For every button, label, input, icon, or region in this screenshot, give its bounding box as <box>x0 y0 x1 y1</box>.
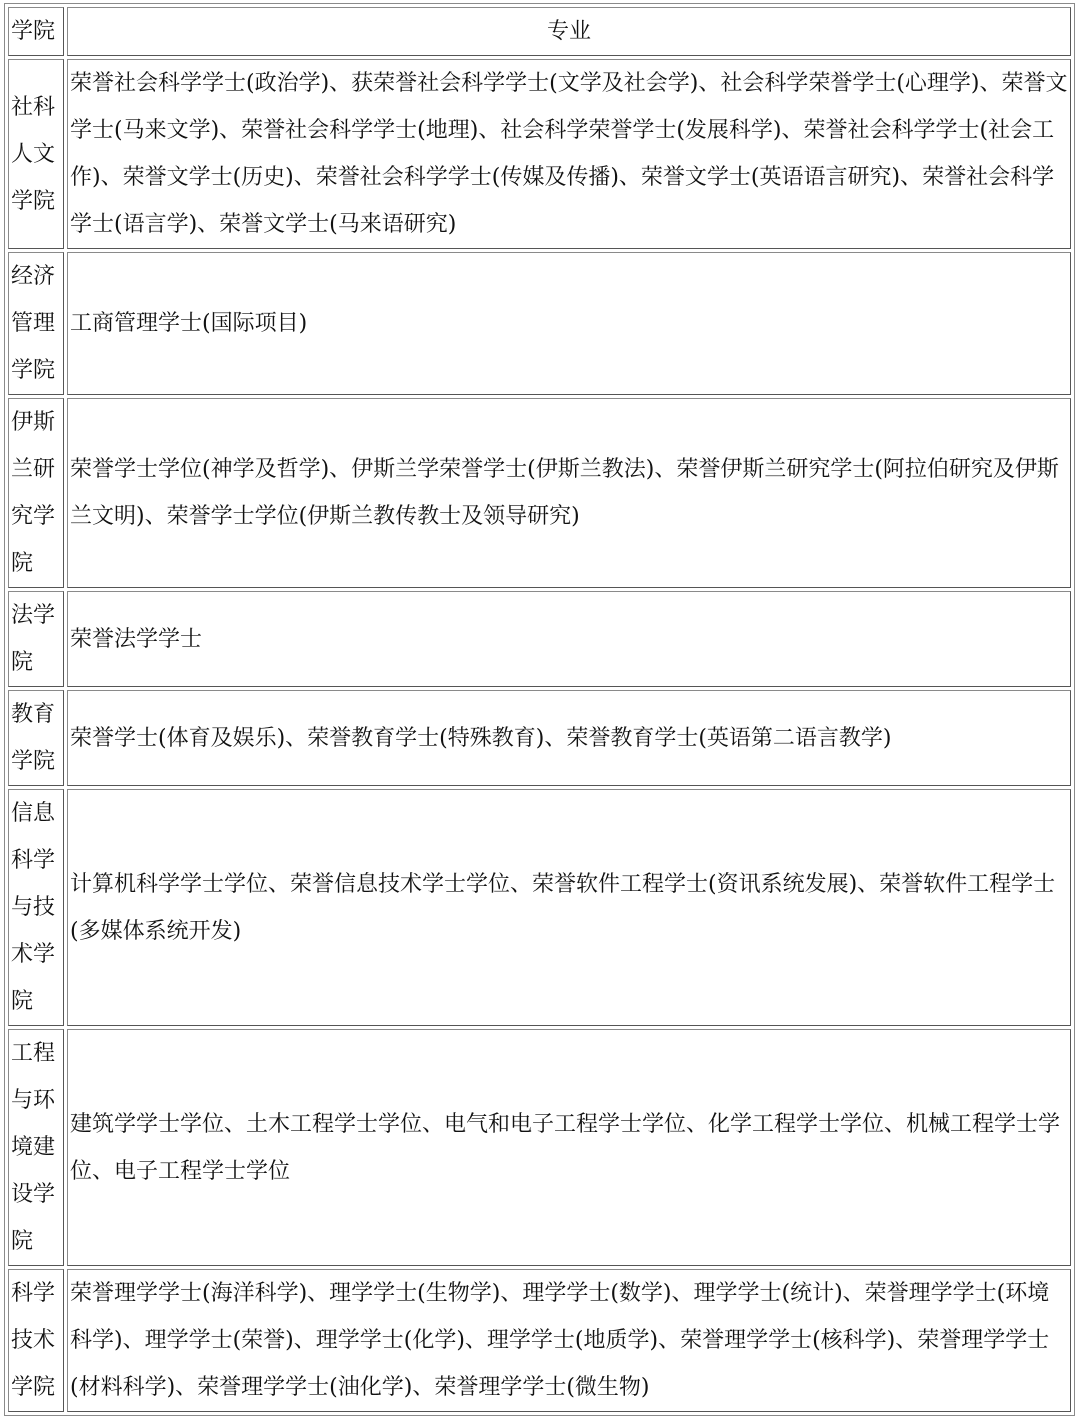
major-list: 建筑学学士学位、土木工程学士学位、电气和电子工程学士学位、化学工程学士学位、机械工程学士学位、电子工程学士学位 <box>67 1029 1071 1266</box>
major-list: 计算机科学学士学位、荣誉信息技术学士学位、荣誉软件工程学士(资讯系统发展)、荣誉软件工程学士(多媒体系统开发) <box>67 789 1071 1026</box>
table-row <box>8 789 1071 1026</box>
major-column-header: 专业 <box>67 7 1071 56</box>
major-list: 荣誉学士学位(神学及哲学)、伊斯兰学荣誉学士(伊斯兰教法)、荣誉伊斯兰研究学士(阿拉伯研究及伊斯兰文明)、荣誉学士学位(伊斯兰教传教士及领导研究) <box>67 398 1071 588</box>
table-row <box>8 398 1071 588</box>
table-row <box>8 59 1071 249</box>
college-name: 法学院 <box>8 591 64 687</box>
table-header-row <box>8 7 1071 56</box>
college-name: 教育学院 <box>8 690 64 786</box>
major-list: 荣誉法学学士 <box>67 591 1071 687</box>
college-name: 经济管理学院 <box>8 252 64 395</box>
major-list: 工商管理学士(国际项目) <box>67 252 1071 395</box>
college-column-header: 学院 <box>8 7 64 56</box>
college-name: 工程与环境建设学院 <box>8 1029 64 1266</box>
table-row <box>8 690 1071 786</box>
major-list: 荣誉社会科学学士(政治学)、获荣誉社会科学学士(文学及社会学)、社会科学荣誉学士(心理学)、荣誉文学士(马来文学)、荣誉社会科学学士(地理)、社会科学荣誉学士(发展科学)、荣誉社会科学学士(社会工作)、荣誉文学士(历史)、荣誉社会科学学士(传媒及传播)、荣誉文学士(英语语言研究)、荣誉社会科学学士(语言学)、荣誉文学士(马来语研究) <box>67 59 1071 249</box>
table-row <box>8 252 1071 395</box>
table-row <box>8 591 1071 687</box>
college-name: 科学技术学院 <box>8 1269 64 1412</box>
college-name: 伊斯兰研究学院 <box>8 398 64 588</box>
college-name: 信息科学与技术学院 <box>8 789 64 1026</box>
table-row <box>8 1029 1071 1266</box>
major-list: 荣誉学士(体育及娱乐)、荣誉教育学士(特殊教育)、荣誉教育学士(英语第二语言教学) <box>67 690 1071 786</box>
table-row <box>8 1269 1071 1412</box>
college-majors-table <box>4 3 1075 1416</box>
college-name: 社科人文学院 <box>8 59 64 249</box>
major-list: 荣誉理学学士(海洋科学)、理学学士(生物学)、理学学士(数学)、理学学士(统计)、荣誉理学学士(环境科学)、理学学士(荣誉)、理学学士(化学)、理学学士(地质学)、荣誉理学学士(核科学)、荣誉理学学士(材料科学)、荣誉理学学士(油化学)、荣誉理学学士(微生物) <box>67 1269 1071 1412</box>
